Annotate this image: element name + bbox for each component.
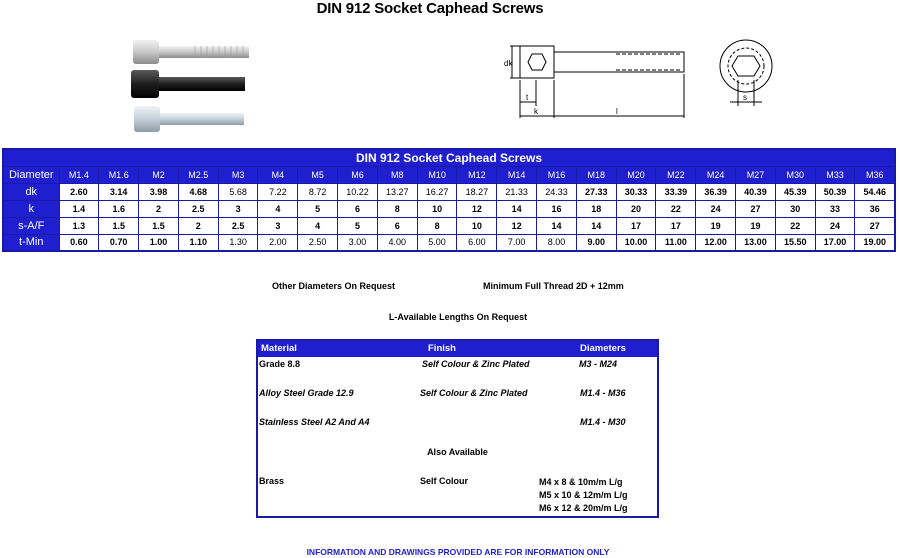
table-cell: 12.00 <box>696 234 736 251</box>
diameter-header-cell: M10 <box>417 166 457 183</box>
material-row <box>258 388 657 402</box>
material-diameters: M1.4 - M30 <box>580 417 626 427</box>
table-cell: 4 <box>298 217 338 234</box>
dimensions-table <box>2 148 896 252</box>
material-name: Stainless Steel A2 And A4 <box>259 417 370 427</box>
brass-finish: Self Colour <box>420 476 469 486</box>
table-cell: 27 <box>855 217 895 234</box>
table-cell: 2.60 <box>59 183 99 200</box>
row-label: t-Min <box>3 234 59 251</box>
table-cell: 2.5 <box>218 217 258 234</box>
table-cell: 6.00 <box>457 234 497 251</box>
table-cell: 14 <box>576 217 616 234</box>
side-view-drawing <box>498 36 694 126</box>
table-cell: 19 <box>696 217 736 234</box>
brass-sizes <box>539 476 628 515</box>
table-cell: 17 <box>616 217 656 234</box>
table-cell: 50.39 <box>815 183 855 200</box>
table-cell: 15.50 <box>775 234 815 251</box>
row-label: dk <box>3 183 59 200</box>
table-cell: 30 <box>775 200 815 217</box>
material-name: Alloy Steel Grade 12.9 <box>259 388 354 398</box>
finish-header: Finish <box>428 343 456 354</box>
diameter-header-cell: M20 <box>616 166 656 183</box>
material-row <box>258 417 657 431</box>
table-cell: 21.33 <box>497 183 537 200</box>
table-cell: 18.27 <box>457 183 497 200</box>
table-cell: 1.00 <box>139 234 179 251</box>
material-diameters: M1.4 - M36 <box>580 388 626 398</box>
diameter-header-cell: M8 <box>377 166 417 183</box>
diameter-header-cell: M33 <box>815 166 855 183</box>
table-cell: 1.10 <box>178 234 218 251</box>
table-cell: 19.00 <box>855 234 895 251</box>
diameter-header-cell: M30 <box>775 166 815 183</box>
table-cell: 4.68 <box>178 183 218 200</box>
brass-size: M4 x 8 & 10m/m L/g <box>539 477 623 487</box>
table-cell: 30.33 <box>616 183 656 200</box>
table-cell: 5.00 <box>417 234 457 251</box>
material-diameters: M3 - M24 <box>579 359 618 369</box>
brass-size: M6 x 12 & 20m/m L/g <box>539 503 628 513</box>
table-cell: 7.22 <box>258 183 298 200</box>
table-cell: 3.14 <box>99 183 139 200</box>
table-cell: 5 <box>338 217 378 234</box>
table-cell: 10 <box>417 200 457 217</box>
table-cell: 1.5 <box>99 217 139 234</box>
table-cell: 16 <box>537 200 577 217</box>
table-cell: 10.22 <box>338 183 378 200</box>
table-cell: 12 <box>497 217 537 234</box>
diameter-header-cell: M22 <box>656 166 696 183</box>
table-cell: 14 <box>497 200 537 217</box>
table-row <box>3 200 895 217</box>
table-cell: 6 <box>338 200 378 217</box>
material-row <box>258 359 657 373</box>
table-cell: 1.4 <box>59 200 99 217</box>
table-cell: 2 <box>178 217 218 234</box>
table-cell: 13.27 <box>377 183 417 200</box>
table-cell: 2.50 <box>298 234 338 251</box>
row-label: s-A/F <box>3 217 59 234</box>
table-row <box>3 183 895 200</box>
table-cell: 45.39 <box>775 183 815 200</box>
diameter-header-cell: M14 <box>497 166 537 183</box>
table-cell: 3 <box>218 200 258 217</box>
table-cell: 4.00 <box>377 234 417 251</box>
table-cell: 54.46 <box>855 183 895 200</box>
table-cell: 10.00 <box>616 234 656 251</box>
table-cell: 3.00 <box>338 234 378 251</box>
diameter-header-cell: M18 <box>576 166 616 183</box>
table-cell: 0.60 <box>59 234 99 251</box>
diameter-header-cell: M4 <box>258 166 298 183</box>
diameter-header-cell: M1.6 <box>99 166 139 183</box>
material-name: Grade 8.8 <box>259 359 301 369</box>
table-cell: 2 <box>139 200 179 217</box>
diameter-header-cell: M2 <box>139 166 179 183</box>
table-cell: 24 <box>815 217 855 234</box>
table-cell: 3.98 <box>139 183 179 200</box>
table-cell: 17 <box>656 217 696 234</box>
brass-material: Brass <box>259 476 285 486</box>
brass-size: M5 x 10 & 12m/m L/g <box>539 490 628 500</box>
table-cell: 22 <box>656 200 696 217</box>
table-cell: 36.39 <box>696 183 736 200</box>
other-diameters-note: Other Diameters On Request <box>272 281 396 291</box>
table-cell: 18 <box>576 200 616 217</box>
row-label: k <box>3 200 59 217</box>
l-label: l <box>616 107 618 116</box>
table-cell: 14 <box>537 217 577 234</box>
table-cell: 22 <box>775 217 815 234</box>
table-cell: 17.00 <box>815 234 855 251</box>
diameter-label: Diameter <box>3 166 59 183</box>
also-available-heading: Also Available <box>427 447 488 457</box>
table-cell: 2.00 <box>258 234 298 251</box>
table-cell: 8 <box>417 217 457 234</box>
diameter-header-cell: M2.5 <box>178 166 218 183</box>
table-cell: 6 <box>377 217 417 234</box>
table-banner: DIN 912 Socket Caphead Screws <box>3 149 895 166</box>
disclaimer: INFORMATION AND DRAWINGS PROVIDED ARE FOR INFORMATION ONLY <box>306 547 610 557</box>
table-cell: 13.00 <box>736 234 776 251</box>
diameter-header-cell: M3 <box>218 166 258 183</box>
diameter-header-cell: M12 <box>457 166 497 183</box>
table-cell: 36 <box>855 200 895 217</box>
table-cell: 5 <box>298 200 338 217</box>
table-cell: 1.6 <box>99 200 139 217</box>
table-cell: 10 <box>457 217 497 234</box>
dk-label: dk <box>504 59 513 68</box>
materials-header <box>258 341 657 357</box>
table-cell: 4 <box>258 200 298 217</box>
t-label: t <box>526 93 529 102</box>
diameter-header-cell: M16 <box>537 166 577 183</box>
table-cell: 27.33 <box>576 183 616 200</box>
diameter-header-cell: M36 <box>855 166 895 183</box>
table-cell: 8.00 <box>537 234 577 251</box>
table-row <box>3 234 895 251</box>
table-cell: 24 <box>696 200 736 217</box>
table-cell: 2.5 <box>178 200 218 217</box>
material-finish: Self Colour & Zinc Plated <box>422 359 530 369</box>
table-cell: 1.30 <box>218 234 258 251</box>
diameters-header: Diameters <box>580 343 626 354</box>
table-cell: 5.68 <box>218 183 258 200</box>
diameter-header-cell: M27 <box>736 166 776 183</box>
table-cell: 40.39 <box>736 183 776 200</box>
table-cell: 12 <box>457 200 497 217</box>
table-cell: 19 <box>736 217 776 234</box>
materials-table <box>256 339 659 518</box>
table-cell: 1.3 <box>59 217 99 234</box>
table-cell: 16.27 <box>417 183 457 200</box>
table-cell: 0.70 <box>99 234 139 251</box>
table-row <box>3 217 895 234</box>
table-cell: 3 <box>258 217 298 234</box>
table-cell: 1.5 <box>139 217 179 234</box>
lengths-note: L-Available Lengths On Request <box>388 312 528 322</box>
table-cell: 9.00 <box>576 234 616 251</box>
table-cell: 24.33 <box>537 183 577 200</box>
diameter-header-cell: M6 <box>338 166 378 183</box>
min-thread-note: Minimum Full Thread 2D + 12mm <box>483 281 624 291</box>
table-cell: 8 <box>377 200 417 217</box>
table-cell: 20 <box>616 200 656 217</box>
diameter-header-cell: M1.4 <box>59 166 99 183</box>
table-cell: 33.39 <box>656 183 696 200</box>
dimensions-body <box>3 166 895 251</box>
table-cell: 11.00 <box>656 234 696 251</box>
material-finish: Self Colour & Zinc Plated <box>420 388 528 398</box>
diameter-header-cell: M24 <box>696 166 736 183</box>
s-label: s <box>743 93 747 102</box>
screws-photo <box>125 36 255 136</box>
diameter-header-row <box>3 166 895 183</box>
end-view-drawing <box>710 36 782 110</box>
k-label: k <box>534 107 538 116</box>
diameter-header-cell: M5 <box>298 166 338 183</box>
table-cell: 27 <box>736 200 776 217</box>
table-cell: 7.00 <box>497 234 537 251</box>
page-title: DIN 912 Socket Caphead Screws <box>316 0 544 17</box>
material-header: Material <box>261 343 297 354</box>
table-cell: 33 <box>815 200 855 217</box>
table-cell: 8.72 <box>298 183 338 200</box>
